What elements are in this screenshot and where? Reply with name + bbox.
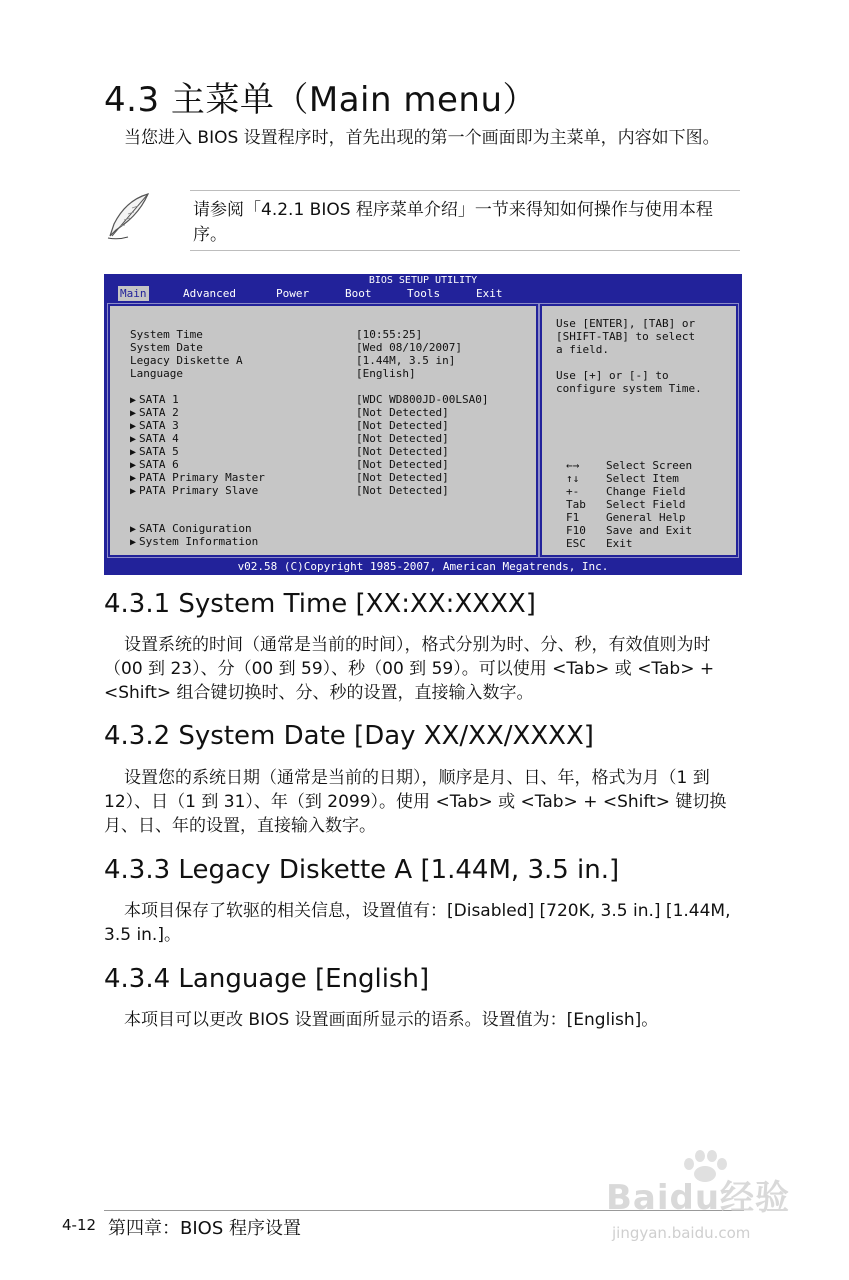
page-number: 4-12 bbox=[62, 1216, 97, 1234]
section-body: 本项目保存了软驱的相关信息，设置值有：[Disabled] [720K, 3.5 in.] [1.44M, 3.5 in.]。 bbox=[104, 901, 731, 945]
bios-tab-advanced[interactable]: Advanced bbox=[183, 287, 236, 300]
note-text: 请参阅「4.2.1 BIOS 程序菜单介绍」一节来得知如何操作与使用本程序。 bbox=[193, 200, 713, 245]
key-description: Change Field bbox=[606, 485, 686, 498]
triangle-right-icon: ▶ bbox=[130, 473, 137, 484]
bios-submenu-item[interactable]: ▶ System Information bbox=[130, 535, 259, 548]
section-body: 设置系统的时间（通常是当前的时间），格式分别为时、分、秒，有效值则为时（00 到 23）、分（00 到 59）、秒（00 到 59）。可以使用 <Tab> 或 <Tab> + <Shift> 组合键切换时、分、秒的设置，直接输入数字。 bbox=[104, 635, 715, 703]
watermark-url: jingyan.baidu.com bbox=[612, 1224, 751, 1242]
section-body: 设置您的系统日期（通常是当前的日期），顺序是月、日、年，格式为月（1 到 12）、日（1 到 31）、年（到 2099）。使用 <Tab> 或 <Tab> + <Shift> 键切换月、日、年的设置，直接输入数字。 bbox=[104, 768, 727, 836]
key-description: General Help bbox=[606, 511, 686, 524]
section-heading: 4.3.2 System Date [Day XX/XX/XXXX] bbox=[104, 721, 594, 751]
key-description: Select Item bbox=[606, 472, 679, 485]
bios-tab-boot[interactable]: Boot bbox=[345, 287, 372, 300]
bios-item-value: [Not Detected] bbox=[356, 484, 449, 497]
triangle-right-icon: ▶ bbox=[130, 460, 137, 471]
bios-submenu-item[interactable]: ▶ PATA Primary Master bbox=[130, 471, 265, 484]
key-label: F10 bbox=[566, 524, 586, 537]
bios-submenu-item[interactable]: ▶ SATA 3 bbox=[130, 419, 179, 432]
key-description: Select Screen bbox=[606, 459, 693, 472]
watermark-brand: Baidu经验 bbox=[606, 1178, 791, 1218]
bios-submenu-item[interactable]: ▶ SATA Coniguration bbox=[130, 522, 252, 535]
bios-help-panel bbox=[540, 304, 738, 557]
feather-pen-icon bbox=[104, 190, 154, 242]
bios-submenu-item[interactable]: ▶ SATA 2 bbox=[130, 406, 179, 419]
triangle-right-icon: ▶ bbox=[130, 537, 137, 548]
up-down-arrow-icon: ↑↓ bbox=[566, 472, 580, 485]
bios-item-label[interactable]: System Time bbox=[130, 328, 203, 341]
bios-submenu-item[interactable]: ▶ PATA Primary Slave bbox=[130, 484, 259, 497]
bios-menubar bbox=[104, 286, 742, 301]
help-line: configure system Time. bbox=[556, 382, 702, 395]
bios-screen bbox=[104, 274, 742, 575]
section-body: 本项目可以更改 BIOS 设置画面所显示的语系。设置值为：[English]。 bbox=[124, 1010, 659, 1030]
bios-submenu-item[interactable]: ▶ SATA 6 bbox=[130, 458, 179, 471]
triangle-right-icon: ▶ bbox=[130, 408, 137, 419]
key-description: Select Field bbox=[606, 498, 686, 511]
bios-item-value[interactable]: [English] bbox=[356, 367, 416, 380]
triangle-right-icon: ▶ bbox=[130, 395, 137, 406]
bios-item-label[interactable]: Legacy Diskette A bbox=[130, 354, 243, 367]
note-bottom-rule bbox=[190, 250, 740, 251]
bios-item-value[interactable]: [Wed 08/10/2007] bbox=[356, 341, 462, 354]
bios-submenu-item[interactable]: ▶ SATA 5 bbox=[130, 445, 179, 458]
bios-item-value[interactable]: [1.44M, 3.5 in] bbox=[356, 354, 456, 367]
help-line: Use [+] or [-] to bbox=[556, 369, 669, 382]
bios-item-value: [Not Detected] bbox=[356, 471, 449, 484]
key-label: +- bbox=[566, 485, 580, 498]
key-label: F1 bbox=[566, 511, 580, 524]
bios-item-value: [Not Detected] bbox=[356, 406, 449, 419]
bios-item-label[interactable]: Language bbox=[130, 367, 183, 380]
bios-tab-exit[interactable]: Exit bbox=[476, 287, 503, 300]
key-description: Save and Exit bbox=[606, 524, 693, 537]
triangle-right-icon: ▶ bbox=[130, 447, 137, 458]
key-label: Tab bbox=[566, 498, 586, 511]
bios-tab-power[interactable]: Power bbox=[276, 287, 310, 300]
bios-copyright: v02.58 (C)Copyright 1985-2007, American Megatrends, Inc. bbox=[237, 560, 609, 573]
triangle-right-icon: ▶ bbox=[130, 524, 137, 535]
chapter-title: 第四章：BIOS 程序设置 bbox=[108, 1218, 301, 1239]
bios-item-value: [Not Detected] bbox=[356, 445, 449, 458]
bios-title: BIOS SETUP UTILITY bbox=[368, 275, 478, 286]
triangle-right-icon: ▶ bbox=[130, 434, 137, 445]
bios-item-label[interactable]: System Date bbox=[130, 341, 203, 354]
section-heading: 4.3.3 Legacy Diskette A [1.44M, 3.5 in.] bbox=[104, 855, 620, 885]
bios-submenu-item[interactable]: ▶ SATA 4 bbox=[130, 432, 179, 445]
bios-tab-tools[interactable]: Tools bbox=[407, 287, 441, 300]
triangle-right-icon: ▶ bbox=[130, 486, 137, 497]
note-top-rule bbox=[190, 190, 740, 191]
help-line: Use [ENTER], [TAB] or bbox=[556, 317, 696, 330]
bios-item-value: [WDC WD800JD-00LSA0] bbox=[356, 393, 489, 406]
bios-submenu-item[interactable]: ▶ SATA 1 bbox=[130, 393, 179, 406]
page-title: 4.3 主菜单（Main menu） bbox=[104, 80, 537, 120]
bios-tab-main[interactable]: Main bbox=[120, 287, 147, 300]
bios-item-value: [Not Detected] bbox=[356, 419, 449, 432]
section-heading: 4.3.1 System Time [XX:XX:XXXX] bbox=[104, 589, 536, 619]
triangle-right-icon: ▶ bbox=[130, 421, 137, 432]
help-line: [SHIFT-TAB] to select bbox=[556, 330, 696, 343]
bios-item-value: [Not Detected] bbox=[356, 458, 449, 471]
bios-item-value[interactable]: [10:55:25] bbox=[356, 328, 423, 341]
help-line: a field. bbox=[556, 343, 609, 356]
intro-paragraph: 当您进入 BIOS 设置程序时，首先出现的第一个画面即为主菜单，内容如下图。 bbox=[124, 128, 720, 148]
section-heading: 4.3.4 Language [English] bbox=[104, 964, 430, 994]
left-right-arrow-icon: ←→ bbox=[566, 459, 580, 472]
bios-settings-panel bbox=[108, 304, 538, 557]
bios-item-value: [Not Detected] bbox=[356, 432, 449, 445]
key-description: Exit bbox=[606, 537, 633, 550]
key-label: ESC bbox=[566, 537, 586, 550]
